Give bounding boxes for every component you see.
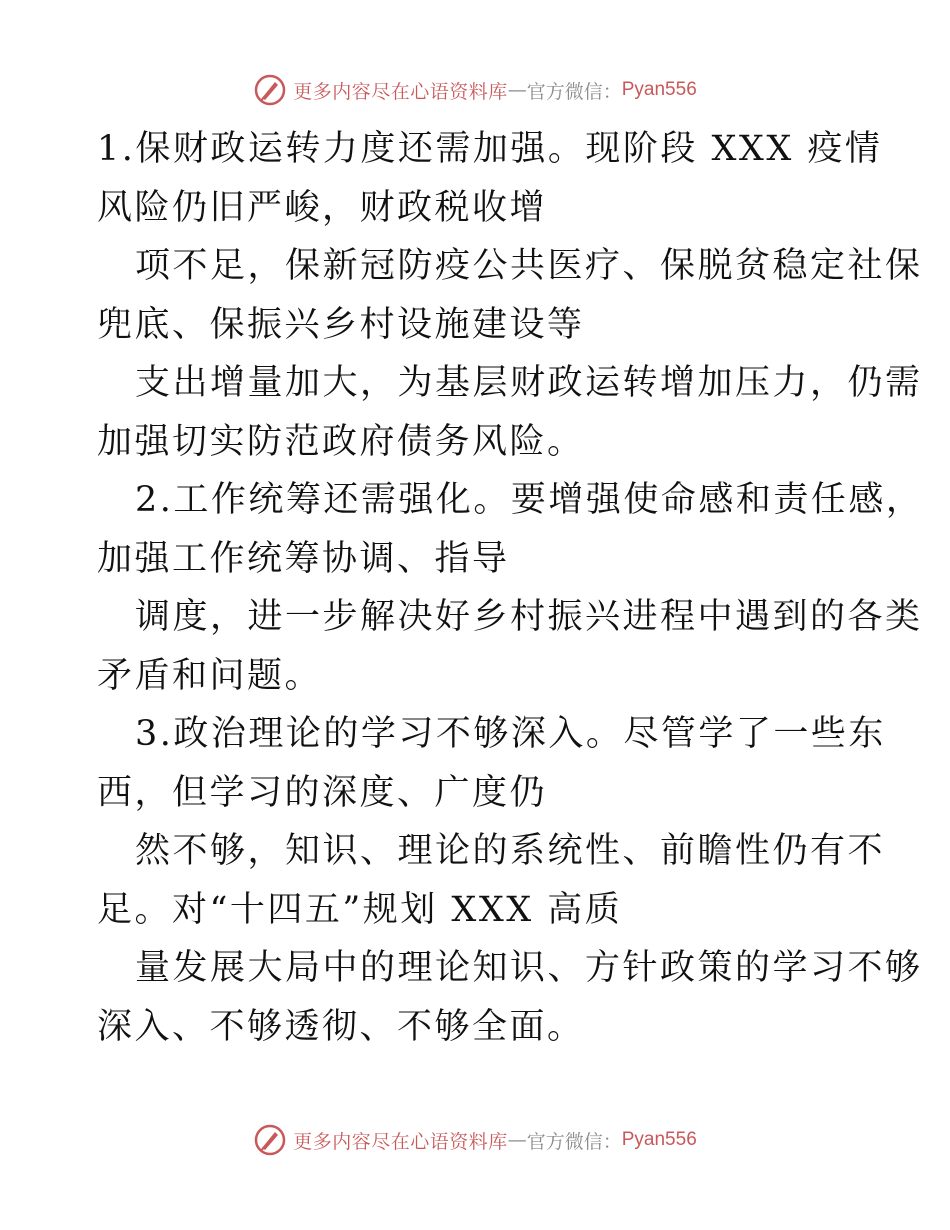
text-line: 1.保财政运转力度还需加强。现阶段 XXX 疫情 [97,129,883,169]
text-line: 风险仍旧严峻，财政税收增 [97,187,548,228]
text-line: 加强切实防范政府债务风险。 [97,421,585,462]
text-line: 矛盾和问题。 [97,655,323,696]
quill-logo-icon [253,73,287,107]
document-body [97,120,924,1056]
text-line: 调度，进一步解决好乡村振兴进程中遇到的各类 [135,597,923,637]
text-line: 然不够，知识、理论的系统性、前瞻性仍有不 [135,831,886,871]
text-line: 支出增量加大，为基层财政运转增加压力，仍需 [135,363,923,403]
text-line: 足。对“十四五”规划 XXX 高质 [97,889,623,930]
watermark-dash: — [507,1129,527,1151]
text-line: 项不足，保新冠防疫公共医疗、保脱贫稳定社保 [135,246,923,286]
text-line: 加强工作统筹协调、指导 [97,538,510,579]
watermark-label: 官方微信： [526,1130,622,1153]
watermark-site-text: 更多内容尽在心语资料库 [293,80,508,103]
watermark-label: 官方微信： [526,80,622,103]
watermark-site-text: 更多内容尽在心语资料库 [293,1130,508,1153]
footer-watermark [0,1120,950,1160]
text-line: 量发展大局中的理论知识、方针政策的学习不够 [135,948,923,988]
watermark-dash: — [507,79,527,101]
watermark-account: Pyan556 [621,1129,697,1150]
text-line: 3.政治理论的学习不够深入。尽管学了一些东 [135,714,886,754]
watermark-account: Pyan556 [621,79,697,100]
header-watermark [0,70,950,110]
text-line: 深入、不够透彻、不够全面。 [97,1006,585,1047]
quill-logo-icon [253,1123,287,1157]
text-line: 西，但学习的深度、广度仍 [97,772,548,813]
text-line: 2.工作统筹还需强化。要增强使命感和责任感， [135,480,924,520]
text-line: 兜底、保振兴乡村设施建设等 [97,304,585,345]
